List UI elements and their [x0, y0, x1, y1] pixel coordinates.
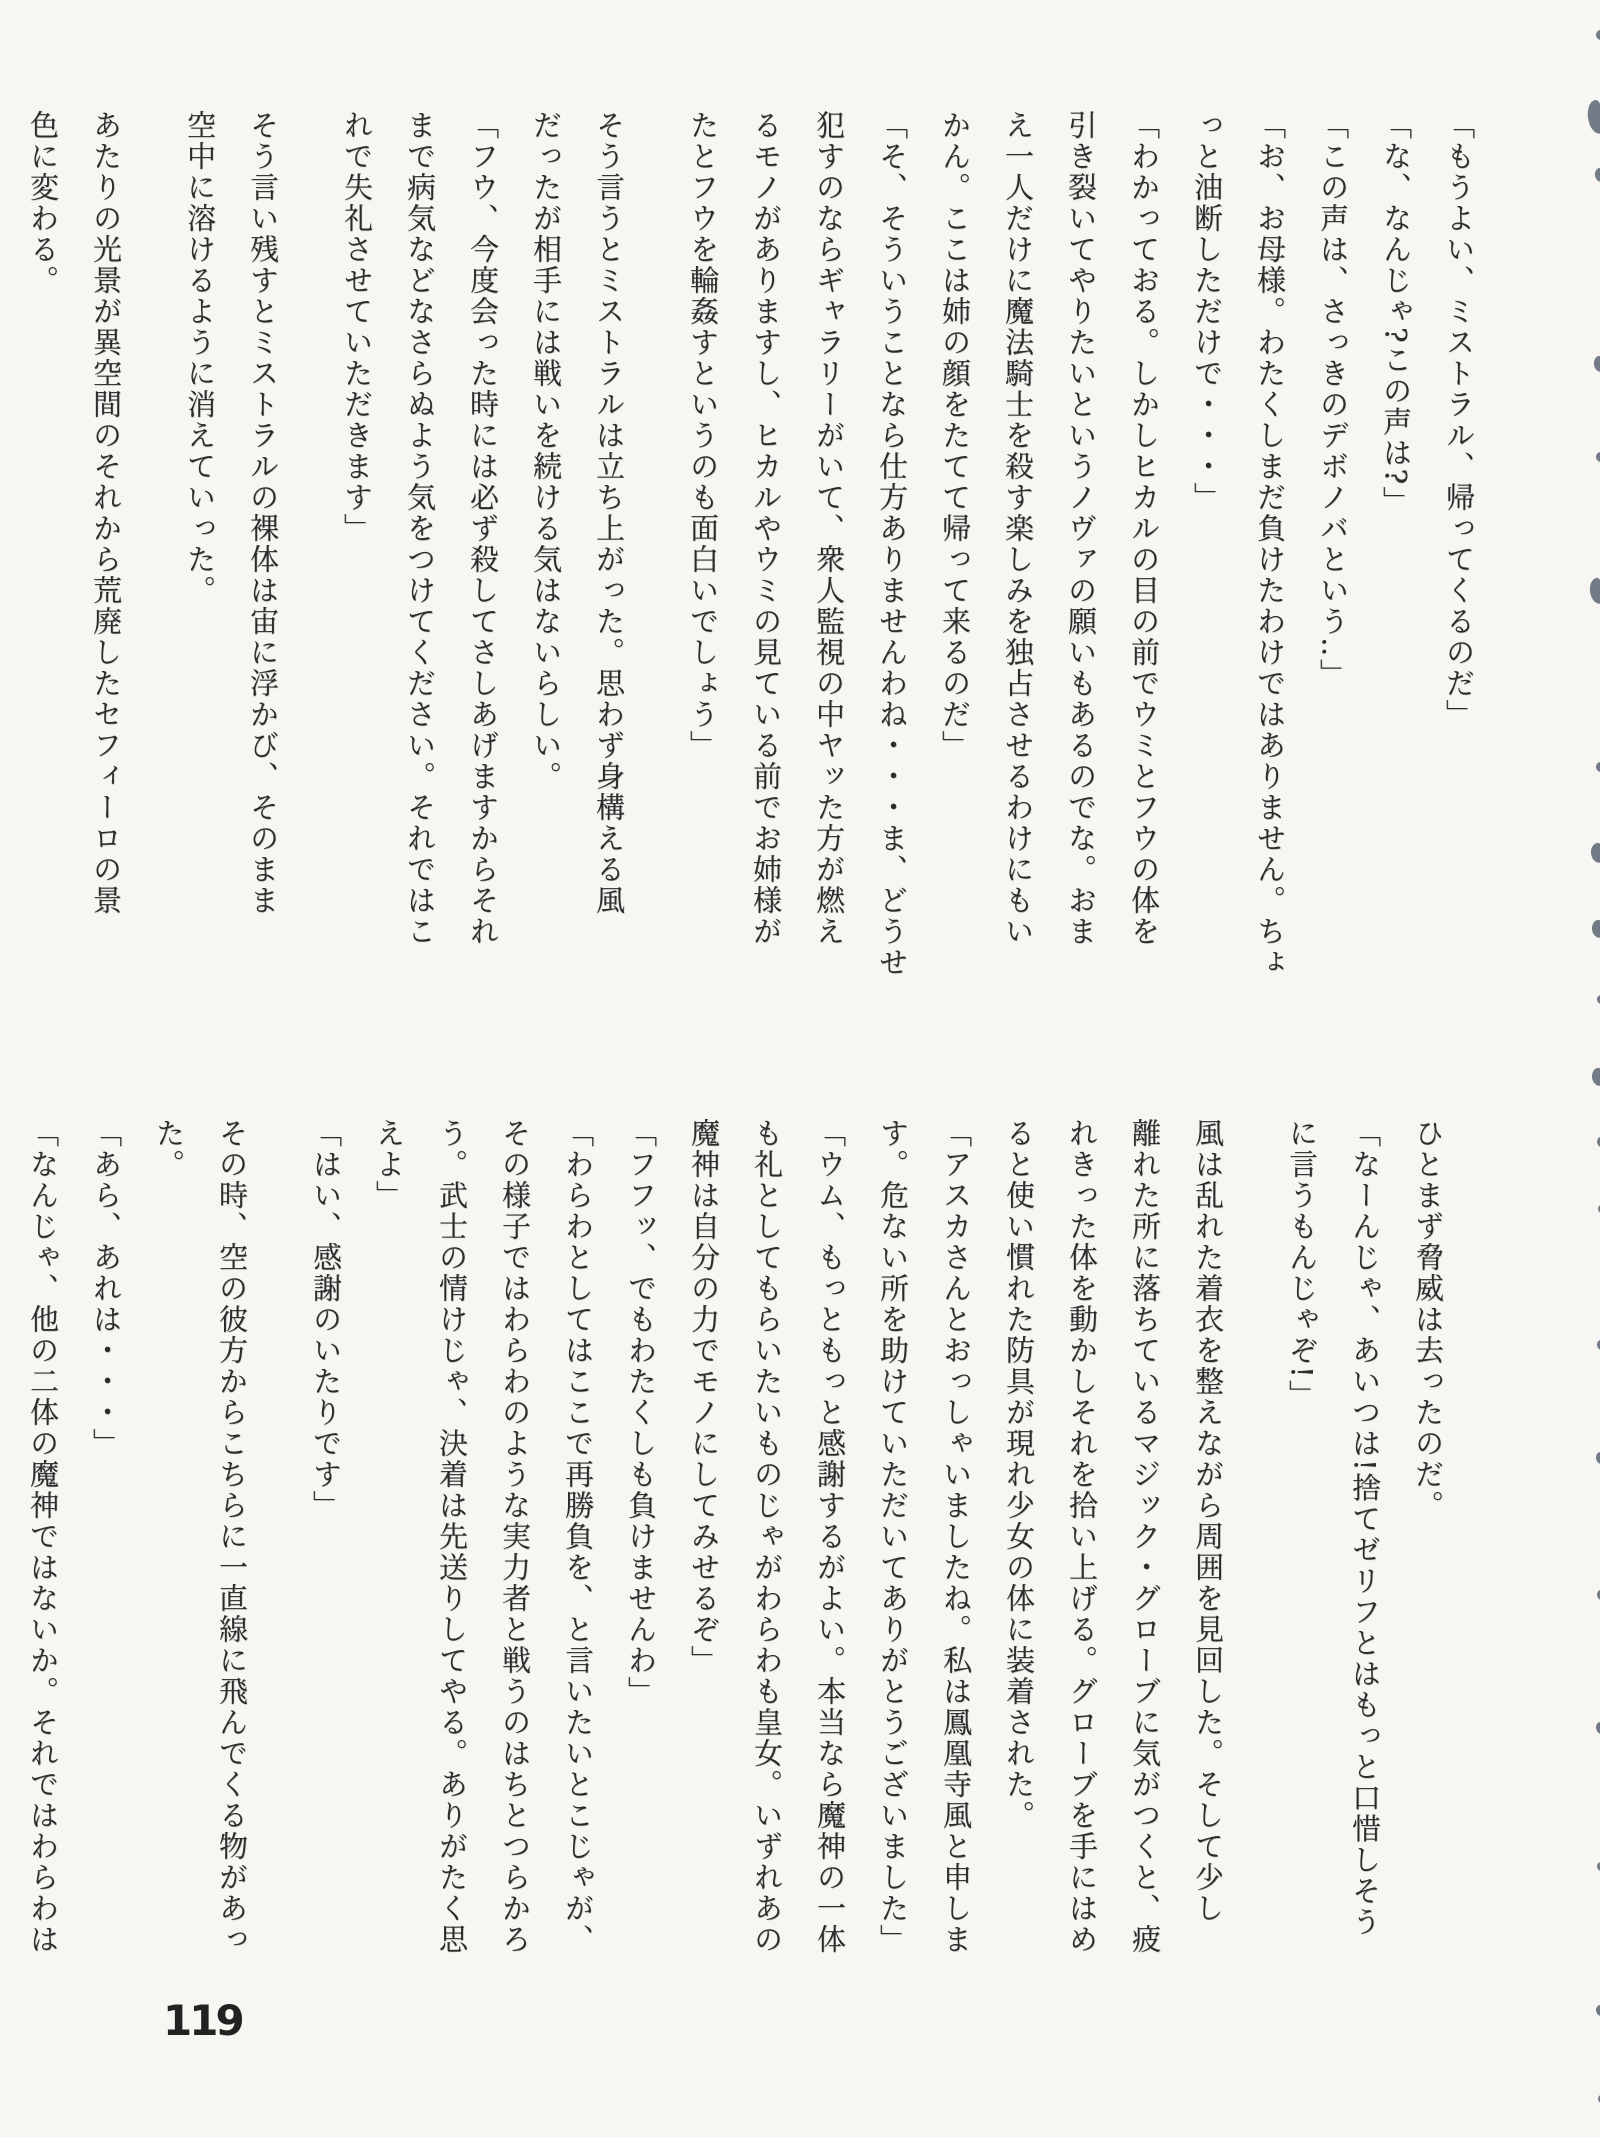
text-column: に言うもんじゃぞ!」	[1285, 1118, 1319, 1411]
text-column: 「わらわとしてはここで再勝負を、と言いたいとこじゃが、	[561, 1118, 595, 1955]
text-column: あたりの光景が異空間のそれから荒廃したセフィーロの景	[89, 110, 123, 916]
edge-smudge	[1596, 1862, 1600, 1872]
text-column: え一人だけに魔法騎士を殺す楽しみを独占させるわけにもい	[1001, 110, 1035, 947]
text-column: 「はい、感謝のいたりです」	[309, 1118, 343, 1521]
text-column: だったが相手には戦いを続ける気はないらしい。	[529, 110, 563, 792]
text-column: たとフウを輪姦すというのも面白いでしょう」	[686, 110, 720, 761]
edge-smudge	[1588, 577, 1600, 605]
text-column: かん。ここは姉の顔をたてて帰って来るのだ」	[938, 110, 972, 761]
text-column: 「な、なんじゃ?この声は?」	[1379, 110, 1413, 518]
text-column: その時、空の彼方からこちらに一直線に飛んでくる物があっ	[215, 1118, 249, 1955]
text-column: 「ウム、もっともっと感謝するがよい。本当なら魔神の一体	[813, 1118, 847, 1955]
text-column: っと油断しただけで・・・」	[1190, 110, 1224, 513]
edge-smudge	[1590, 842, 1600, 864]
text-column: まで病気などなさらぬよう気をつけてください。それではこ	[403, 110, 437, 947]
text-column: れで失礼させていただきます」	[340, 110, 374, 544]
text-column: 犯すのならギャラリーがいて、衆人監視の中ヤッた方が燃え	[812, 110, 846, 947]
text-column: 「フウ、今度会った時には必ず殺してさしあげますからそれ	[466, 110, 500, 947]
text-block-top	[11, 110, 1490, 1010]
edge-smudge	[1593, 355, 1600, 372]
text-column: 「アスカさんとおっしゃいましたね。私は鳳凰寺風と申しま	[939, 1118, 973, 1955]
edge-smudge	[1596, 1137, 1600, 1148]
edge-smudge	[1595, 1722, 1600, 1735]
text-column: 「わかっておる。しかしヒカルの目の前でウミとフウの体を	[1127, 110, 1161, 947]
text-column: 離れた所に落ちているマジック・グローブに気がつくと、疲	[1128, 1118, 1162, 1955]
text-column: 魔神は自分の力でモノにしてみせるぞ」	[687, 1118, 721, 1676]
text-column: 引き裂いてやりたいというノヴァの願いもあるのでな。おま	[1064, 110, 1098, 947]
text-column: 「お、お母様。わたくしまだ負けたわけではありません。ちょ	[1253, 110, 1287, 978]
text-column: ひとまず脅威は去ったのだ。	[1411, 1118, 1445, 1521]
edge-smudge	[1595, 1452, 1600, 1465]
text-column: 「あら、あれは・・・」	[89, 1118, 123, 1459]
text-column: 「フフッ、でもわたくしも負けませんわ」	[624, 1118, 658, 1707]
edge-smudge	[1586, 99, 1600, 135]
text-column: 風は乱れた着衣を整えながら周囲を見回した。そして少し	[1191, 1118, 1225, 1924]
text-column: ると使い慣れた防具が現れ少女の体に装着された。	[1002, 1118, 1036, 1831]
text-column: 「この声は、さっきのデボノバという‥」	[1316, 110, 1350, 690]
text-column: 空中に溶けるように消えていった。	[183, 110, 217, 606]
text-column: た。	[152, 1118, 186, 1180]
edge-smudge	[1595, 761, 1600, 772]
text-column: 「なんじゃ、他の二体の魔神ではないか。それではわらわは	[26, 1118, 60, 1955]
edge-smudge	[1595, 2004, 1600, 2016]
edge-smudge	[1596, 1340, 1600, 1351]
text-column: そう言い残すとミストラルの裸体は宙に浮かび、そのまま	[246, 110, 280, 916]
text-column: 「もうよい、ミストラル、帰ってくるのだ」	[1442, 110, 1476, 730]
text-column: そう言うとミストラルは立ち上がった。思わず身構える風	[592, 110, 626, 916]
edge-smudge	[1595, 451, 1600, 462]
edge-smudge	[1591, 1067, 1600, 1086]
text-column: 「そ、そういうことなら仕方ありませんわね・・・ま、どうせ	[875, 110, 909, 978]
text-column: れきった体を動かしそれを拾い上げる。グローブを手にはめ	[1065, 1118, 1099, 1955]
text-column: も礼としてもらいたいものじゃがわらわも皇女。いずれあの	[750, 1118, 784, 1955]
edge-smudge	[1594, 167, 1600, 182]
text-column: えよ」	[372, 1118, 406, 1211]
edge-smudge	[1596, 995, 1600, 1005]
edge-smudge	[1591, 919, 1600, 938]
text-column: その様子ではわらわのような実力者と戦うのはちとつらかろ	[498, 1118, 532, 1955]
text-block-bottom	[11, 1118, 1490, 2018]
edge-smudge	[1595, 29, 1600, 40]
edge-smudge	[1596, 1590, 1600, 1601]
text-column: 色に変わる。	[26, 110, 60, 296]
text-column: う。武士の情けじゃ、決着は先送りしてやる。ありがたく思	[435, 1118, 469, 1955]
text-column: 「なーんじゃ、あいつは!捨てゼリフとはもっと口惜しそう	[1348, 1118, 1382, 1938]
text-column: るモノがありますし、ヒカルやウミの見ている前でお姉様が	[749, 110, 783, 947]
text-column: す。危ない所を助けていただいてありがとうございました」	[876, 1118, 910, 1955]
page-number: 119	[163, 1996, 242, 2045]
